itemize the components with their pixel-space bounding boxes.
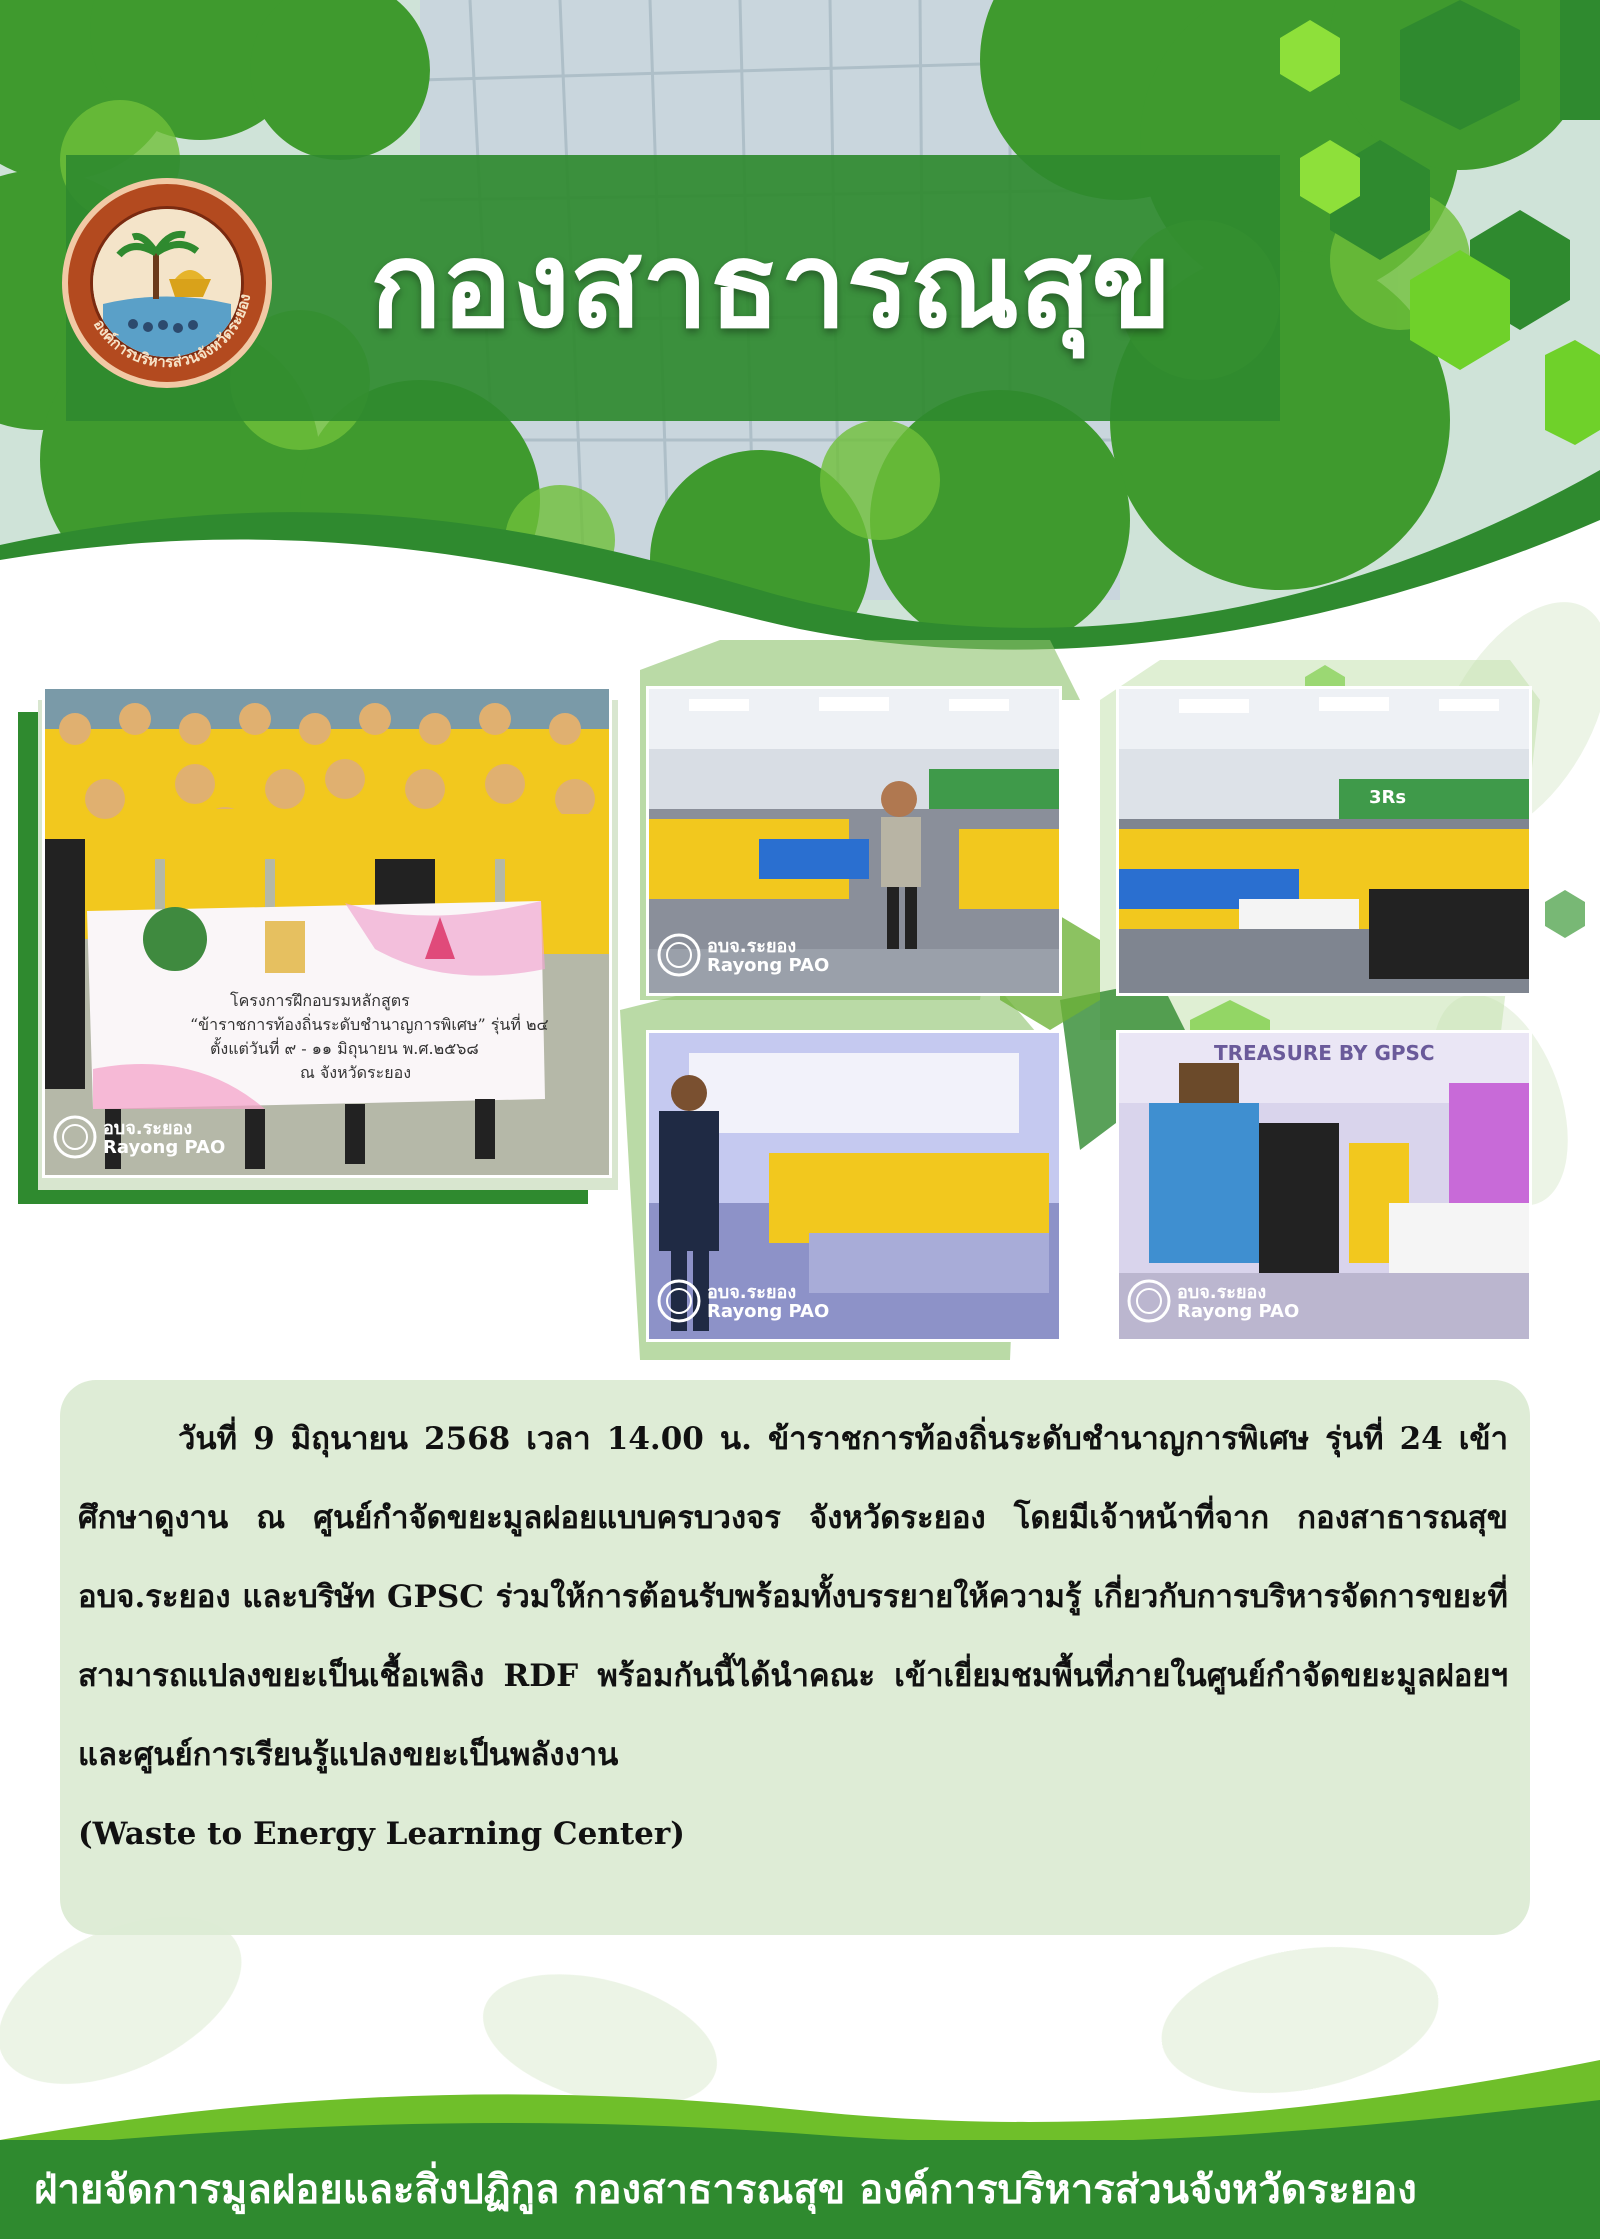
photo-learning-room <box>646 1030 1062 1342</box>
watermark-th: อบจ.ระยอง <box>707 1282 797 1303</box>
banner-line: ตั้งแต่วันที่ ๙ - ๑๑ มิถุนายน พ.ศ.๒๕๖๘ <box>210 1039 479 1058</box>
logo-ring <box>68 184 266 382</box>
sign-3rs: 3Rs <box>1369 787 1407 808</box>
footer-text: ฝ่ายจัดการมูลฝอยและสิ่งปฏิกูล กองสาธารณสุข องค์การบริหารส่วนจังหวัดระยอง <box>34 2167 1417 2213</box>
photo-watermark <box>657 1275 877 1329</box>
news-body <box>78 1400 1508 1874</box>
photo-classroom <box>1116 686 1532 996</box>
page-title: กองสาธารณสุข <box>370 216 1173 354</box>
photo-watermark <box>657 929 877 983</box>
rayong-pao-logo <box>62 178 272 388</box>
news-english-line: (Waste to Energy Learning Center) <box>78 1816 685 1852</box>
photo-group-banner <box>42 686 612 1178</box>
watermark-en: Rayong PAO <box>1177 1301 1300 1322</box>
photo-watermark <box>53 1111 273 1165</box>
banner-line: โครงการฝึกอบรมหลักสูตร <box>230 991 410 1010</box>
watermark-en: Rayong PAO <box>707 1301 830 1322</box>
group-photo-graphic <box>45 689 609 1175</box>
classroom-photo-graphic <box>1119 689 1529 993</box>
photo-lecture-speaker <box>646 686 1062 996</box>
watermark-th: อบจ.ระยอง <box>707 936 797 957</box>
watermark-th: อบจ.ระยอง <box>1177 1282 1267 1303</box>
banner-line: “ข้าราชการท้องถิ่นระดับชำนาญการพิเศษ” รุ่นที่ ๒๔ <box>190 1015 549 1034</box>
watermark-seal-icon <box>53 1115 97 1159</box>
news-paragraph: วันที่ 9 มิถุนายน 2568 เวลา 14.00 น. ข้าราชการท้องถิ่นระดับชำนาญการพิเศษ รุ่นที่ 24 เข้าศึกษาดูงาน ณ ศูนย์กำจัดขยะมูลฝอยแบบครบวงจร จังหวัดระยอง โดยมีเจ้าหน้าที่จาก กองสาธารณสุข อบจ.ระยอง และบริษัท GPSC ร่วมให้การต้อนรับพร้อมทั้งบรรยายให้ความรู้ เกี่ยวกับการบริหารจัดการขยะที่สามารถแปลงขยะเป็นเชื้อเพลิง RDF พร้อมกันนี้ได้นำคณะ เข้าเยี่ยมชมพื้นที่ภายในศูนย์กำจัดขยะมูลฝอยฯ และศูนย์การเรียนรู้แปลงขยะเป็นพลังงาน <box>78 1421 1508 1773</box>
svg-text:องค์การบริหารส่วนจังหวัดระยอง <box>90 292 254 371</box>
watermark-th: อบจ.ระยอง <box>103 1118 193 1139</box>
watermark-en: Rayong PAO <box>707 955 830 976</box>
photo-watermark <box>1127 1275 1347 1329</box>
watermark-seal-icon <box>657 933 701 977</box>
watermark-seal-icon <box>1127 1279 1171 1323</box>
photo-treasure-exhibit <box>1116 1030 1532 1342</box>
logo-ring-text: องค์การบริหารส่วนจังหวัดระยอง <box>89 292 255 372</box>
banner-text <box>150 989 580 1085</box>
watermark-seal-icon <box>657 1279 701 1323</box>
watermark-en: Rayong PAO <box>103 1137 226 1158</box>
sign-treasure: TREASURE BY GPSC <box>1214 1041 1435 1065</box>
banner-line: ณ จังหวัดระยอง <box>300 1063 412 1082</box>
